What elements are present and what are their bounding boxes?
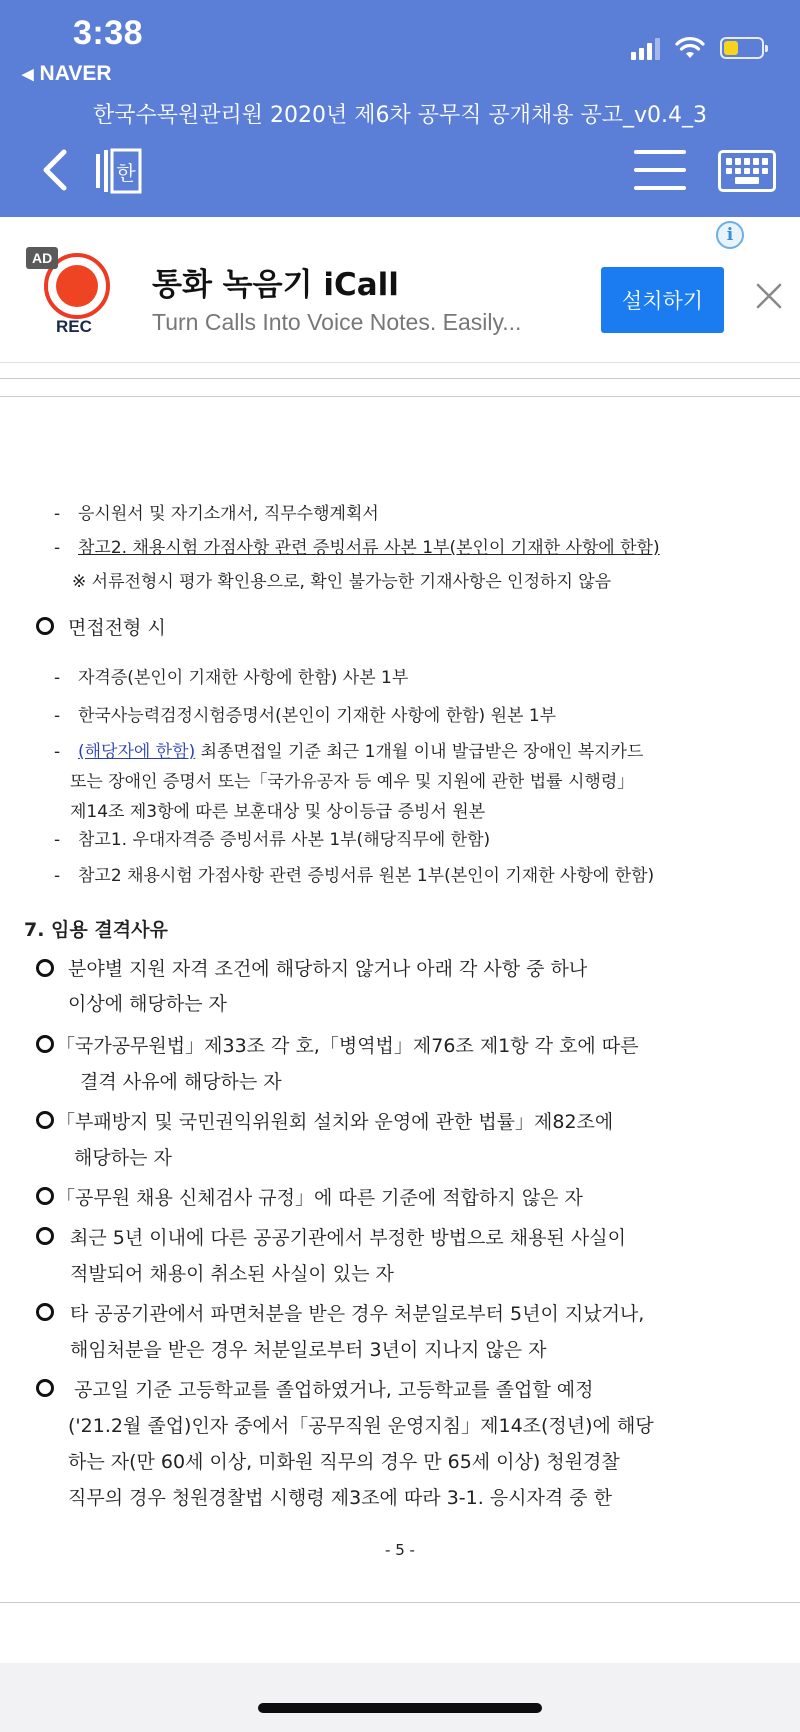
list-item: - 응시원서 및 자기소개서, 직무수행계획서 (54, 504, 379, 524)
list-item-cont: 해당하는 자 (74, 1147, 172, 1169)
bullet-circle-icon (36, 1111, 54, 1129)
list-item-cont: 직무의 경우 청원경찰법 시행령 제3조에 따라 3-1. 응시자격 중 한 (68, 1487, 613, 1509)
list-item: - 참고1. 우대자격증 증빙서류 사본 1부(해당직무에 한함) (54, 830, 491, 850)
list-item: - 자격증(본인이 기재한 사항에 한함) 사본 1부 (54, 668, 409, 688)
bullet-circle-icon (36, 1303, 54, 1321)
ad-badge: AD (26, 247, 58, 269)
page-number: - 5 - (385, 1541, 415, 1559)
list-item-cont: ('21.2월 졸업)인자 중에서「공무직원 운영지침」제14조(정년)에 해당 (68, 1415, 654, 1437)
home-indicator[interactable] (258, 1703, 542, 1713)
status-icons (631, 36, 764, 60)
document-title: 한국수목원관리원 2020년 제6차 공무직 공개채용 공고_v0.4_3 (93, 103, 707, 128)
list-item: 「부패방지 및 국민권익위원회 설치와 운영에 관한 법률」제82조에 (56, 1111, 614, 1133)
list-item-cont: 결격 사유에 해당하는 자 (80, 1071, 282, 1093)
list-item: 「공무원 채용 신체검사 규정」에 따른 기준에 적합하지 않은 자 (56, 1187, 583, 1209)
list-item-cont: 하는 자(만 60세 이상, 미화원 직무의 경우 만 65세 이상) 청원경찰 (68, 1451, 620, 1473)
page-top-divider (0, 378, 800, 379)
battery-icon (720, 37, 764, 59)
keyboard-icon[interactable] (718, 150, 776, 192)
ad-info-icon[interactable]: i (716, 221, 744, 249)
svg-text:한: 한 (116, 161, 136, 185)
bullet-circle-icon (36, 1379, 54, 1397)
list-item-cont: 또는 장애인 증명서 또는「국가유공자 등 예우 및 지원에 관한 법률 시행령」 (70, 772, 635, 792)
list-item-cont: 이상에 해당하는 자 (68, 993, 227, 1015)
doc-link[interactable]: (해당자에 한함) (78, 742, 196, 762)
list-item: 「국가공무원법」제33조 각 호,「병역법」제76조 제1항 각 호에 따른 (56, 1035, 639, 1057)
back-to-naver-link[interactable] (22, 62, 112, 86)
list-item-cont: 해임처분을 받은 경우 처분일로부터 3년이 지나지 않은 자 (70, 1339, 547, 1361)
list-item: - 참고2. 채용시험 가점사항 관련 증빙서류 사본 1부(본인이 기재한 사항에 한함) (54, 538, 660, 558)
back-app-label: NAVER (39, 62, 112, 85)
list-item: - 한국사능력검정시험증명서(본인이 기재한 사항에 한함) 원본 1부 (54, 706, 557, 726)
list-item: - (해당자에 한함) 최종면접일 기준 최근 1개월 이내 발급받은 장애인 복지카드 (54, 742, 644, 762)
close-icon[interactable] (752, 279, 786, 313)
bullet-circle-icon (36, 617, 54, 635)
ad-install-button[interactable]: 설치하기 (601, 267, 724, 333)
list-item: 분야별 지원 자격 조건에 해당하지 않거나 아래 각 사항 중 하나 (68, 958, 588, 980)
bullet-circle-icon (36, 1035, 54, 1053)
bottom-area (0, 1663, 800, 1732)
bullet-circle-icon (36, 1187, 54, 1205)
page-top-divider-2 (0, 396, 800, 397)
status-time: 3:38 (73, 14, 144, 52)
bullet-circle-icon (36, 1227, 54, 1245)
ad-subtitle[interactable]: Turn Calls Into Voice Notes. Easily... (152, 309, 522, 335)
list-item: 타 공공기관에서 파면처분을 받은 경우 처분일로부터 5년이 지났거나, (70, 1303, 645, 1325)
bullet-circle-icon (36, 959, 54, 977)
back-triangle-icon: ◀ (22, 66, 34, 83)
ad-banner[interactable] (0, 217, 800, 363)
menu-icon[interactable] (634, 150, 686, 190)
list-item: - 참고2 채용시험 가점사항 관련 증빙서류 원본 1부(본인이 기재한 사항에 한함) (54, 866, 655, 886)
app-header (0, 0, 800, 217)
rec-label: REC (56, 317, 92, 336)
list-item: 최근 5년 이내에 다른 공공기관에서 부정한 방법으로 채용된 사실이 (70, 1227, 626, 1249)
section-heading: 7. 임용 결격사유 (24, 919, 168, 941)
list-item-cont: 적발되어 채용이 취소된 사실이 있는 자 (70, 1263, 394, 1285)
ad-title[interactable]: 통화 녹음기 iCall (152, 267, 399, 303)
hancom-logo-icon[interactable] (94, 148, 144, 194)
note-text: ※ 서류전형시 평가 확인용으로, 확인 불가능한 기재사항은 인정하지 않음 (72, 572, 612, 592)
wifi-icon (674, 36, 706, 60)
page-bottom-divider (0, 1602, 800, 1603)
section-heading: 면접전형 시 (68, 617, 166, 639)
list-item-cont: 제14조 제3항에 따른 보훈대상 및 상이등급 증빙서 원본 (70, 802, 486, 822)
cellular-signal-icon (631, 36, 660, 60)
list-item: 공고일 기준 고등학교를 졸업하였거나, 고등학교를 졸업할 예정 (74, 1379, 594, 1401)
back-icon[interactable] (38, 148, 72, 192)
